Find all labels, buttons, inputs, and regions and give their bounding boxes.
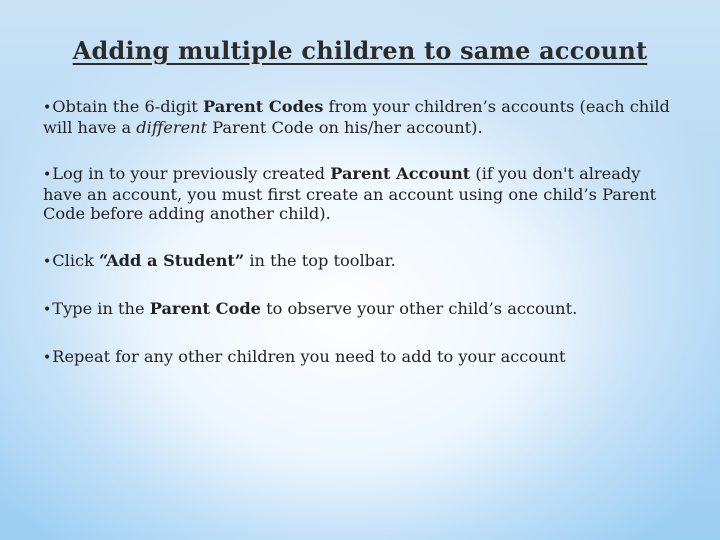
bullet-emphasis-italic: different bbox=[136, 118, 208, 137]
bullet-text: Obtain the 6-digit bbox=[52, 97, 203, 116]
bullet-item-repeat bbox=[43, 347, 683, 368]
bullet-text: in the top toolbar. bbox=[244, 251, 396, 270]
bullet-text: (if you don't already have an account, you must first create an account using one child’s Parent Code before adding another child). bbox=[43, 164, 657, 223]
bullet-text: Type in the bbox=[52, 299, 150, 318]
bullet-item-obtain-codes bbox=[43, 97, 683, 137]
bullet-dot: • bbox=[43, 302, 52, 318]
bullet-emphasis: “Add a Student” bbox=[99, 251, 245, 270]
slide-title: Adding multiple children to same account bbox=[72, 36, 648, 65]
bullet-text: to observe your other child’s account. bbox=[260, 299, 578, 318]
bullet-emphasis: Parent Account bbox=[330, 164, 471, 183]
bullet-emphasis: Parent Codes bbox=[202, 97, 324, 116]
bullet-dot: • bbox=[43, 167, 52, 183]
bullet-dot: • bbox=[43, 350, 52, 366]
bullet-text: Parent Code on his/her account). bbox=[207, 118, 483, 137]
bullet-text: from your children’s accounts (each child will have a bbox=[43, 97, 670, 137]
bullet-dot: • bbox=[43, 254, 52, 270]
bullet-emphasis: Parent Code bbox=[149, 299, 261, 318]
bullet-text: Log in to your previously created bbox=[52, 164, 331, 183]
bullet-text: Click bbox=[52, 251, 100, 270]
bullet-item-log-in bbox=[43, 164, 683, 223]
bullet-item-add-student bbox=[43, 251, 683, 272]
bullet-item-type-code bbox=[43, 299, 683, 320]
bullet-text: Repeat for any other children you need to add to your account bbox=[52, 347, 566, 366]
bullet-dot: • bbox=[43, 100, 52, 116]
